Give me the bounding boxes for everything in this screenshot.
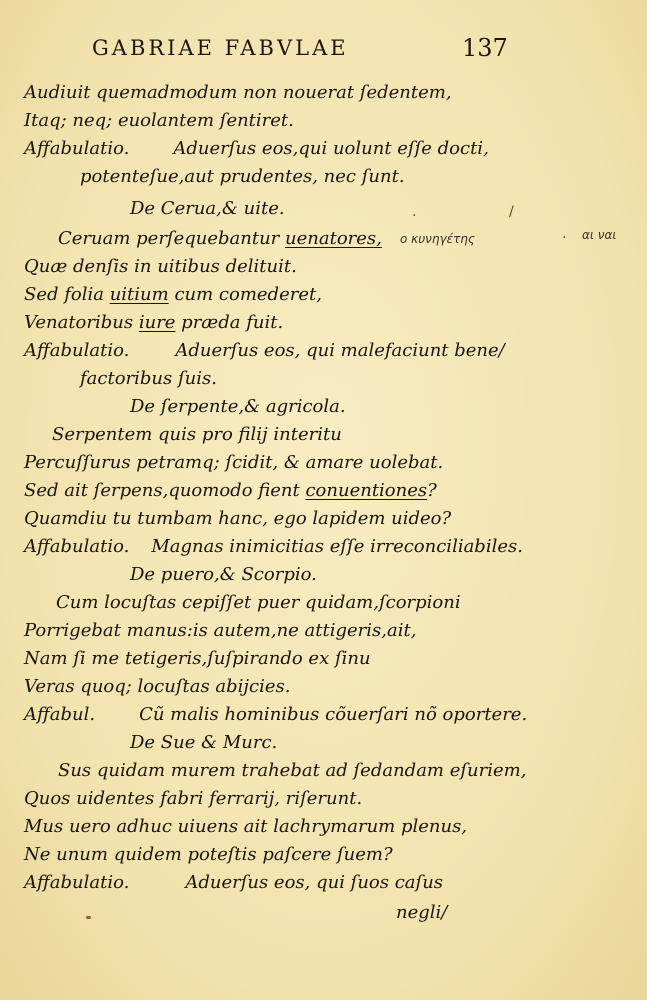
fable-heading: De puero,& Scorpio. <box>130 564 317 585</box>
affabulatio-line: Affabulatio. Magnas inimicitias eſſe irreconciliabiles. <box>24 536 523 557</box>
text-line: Audiuit quemadmodum non nouerat ſedentem, <box>24 82 452 103</box>
affabulatio-line: Affabul. Cũ malis hominibus cõuerſari nõ oportere. <box>24 704 528 725</box>
text-line: Ceruam perſequebantur uenatores, <box>58 228 382 249</box>
text-line: Sed folia uitium cum comederet, <box>24 284 322 305</box>
text-line: Mus uero adhuc uiuens ait lachrymarum plenus, <box>24 816 468 837</box>
running-title: GABRIAE FABVLAE <box>92 36 349 60</box>
ink-blot-icon <box>86 916 91 919</box>
fable-heading: De ſerpente,& agricola. <box>130 396 346 417</box>
text-line: Venatoribus iure præda fuit. <box>24 312 284 333</box>
pen-stroke-icon: / <box>509 204 514 220</box>
affabulatio-line: Affabulatio. Aduerſus eos, qui ſuos caſus <box>24 872 444 893</box>
fable-heading: De Cerua,& uite. <box>130 198 285 219</box>
text-line: Quamdiu tu tumbam hanc, ego lapidem uideo? <box>24 508 452 529</box>
text-line: Quos uidentes fabri ferrarij, riſerunt. <box>24 788 363 809</box>
text-line: Serpentem quis pro filij interitu <box>52 424 342 445</box>
text-line: Sus quidam murem trahebat ad ſedandam eſuriem, <box>58 760 527 781</box>
text-line: Veras quoq; locuſtas abijcies. <box>24 676 291 697</box>
affabulatio-line: Affabulatio. Aduerſus eos, qui malefaciunt bene/ <box>24 340 505 361</box>
marginal-annotation: αι ναι <box>582 228 617 242</box>
pen-mark-icon: · <box>562 230 567 246</box>
text-line: Ne unum quidem poteſtis paſcere ſuem? <box>24 844 393 865</box>
text-line: factoribus ſuis. <box>80 368 217 389</box>
text-line: Nam ſi me tetigeris,ſuſpirando ex ſinu <box>24 648 371 669</box>
text-line: Porrigebat manus:is autem,ne attigeris,ait, <box>24 620 417 641</box>
catchword: negli/ <box>396 902 448 923</box>
text-line: Quæ denſis in uitibus delituit. <box>24 256 297 277</box>
text-line: Itaq; neq; euolantem ſentiret. <box>24 110 294 131</box>
text-line: potenteſue,aut prudentes, nec ſunt. <box>80 166 405 187</box>
page-number: 137 <box>462 34 508 62</box>
affabulatio-line: Affabulatio. Aduerſus eos,qui uolunt eſſe docti, <box>24 138 489 159</box>
text-line: Sed ait ſerpens,quomodo fient conuentiones? <box>24 480 437 501</box>
pen-mark-icon: · <box>412 208 417 224</box>
text-line: Cum locuſtas cepiſſet puer quidam,ſcorpioni <box>56 592 461 613</box>
marginal-annotation: ο κυνηγέτης <box>400 232 475 246</box>
fable-heading: De Sue & Murc. <box>130 732 278 753</box>
text-line: Percuſſurus petramq; ſcidit, & amare uolebat. <box>24 452 444 473</box>
